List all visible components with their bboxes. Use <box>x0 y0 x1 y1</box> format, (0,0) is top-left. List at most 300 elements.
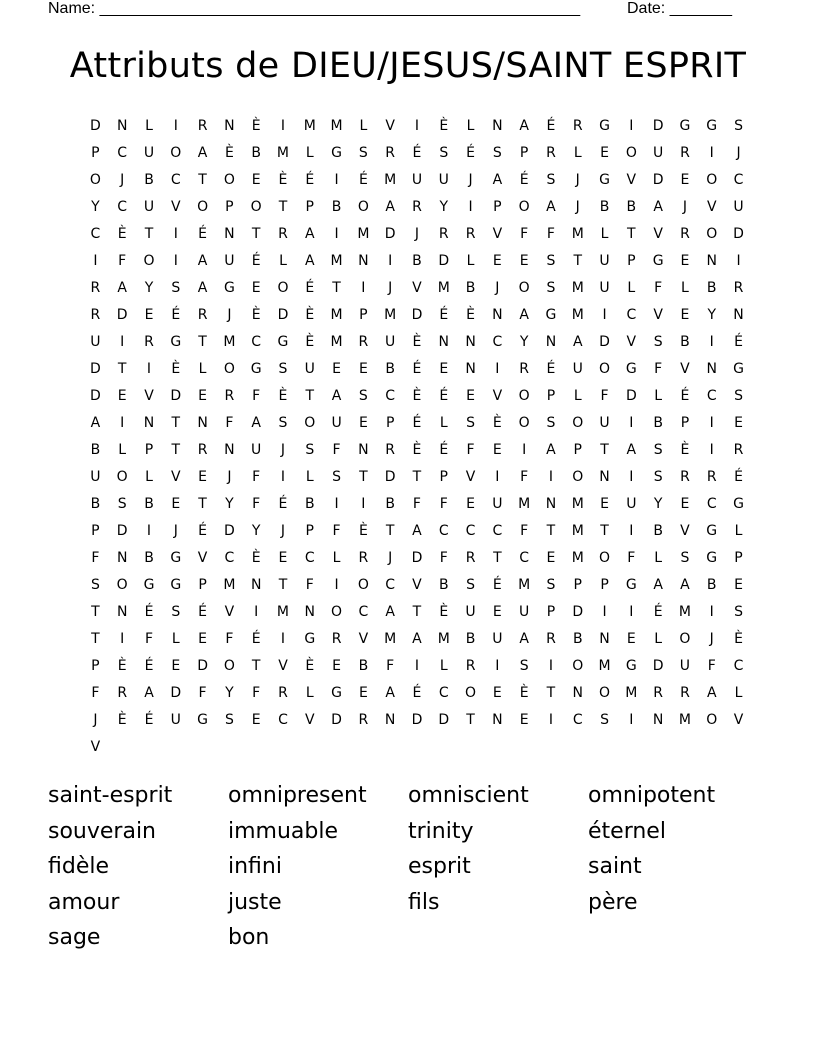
grid-letter: È <box>278 172 288 188</box>
grid-letter: S <box>439 145 449 161</box>
grid-letter: V <box>171 199 181 215</box>
grid-letter: E <box>332 658 341 674</box>
grid-letter: A <box>519 307 529 323</box>
grid-letter: I <box>709 442 714 458</box>
grid-letter: L <box>198 361 207 377</box>
grid-letter: O <box>518 388 530 404</box>
grid-letter: F <box>118 253 127 269</box>
worksheet-header <box>0 0 816 20</box>
word-bank-item: bon <box>228 925 270 950</box>
grid-letter: C <box>170 172 181 188</box>
grid-letter: G <box>143 577 155 593</box>
grid-letter: V <box>680 361 690 377</box>
grid-letter: O <box>357 199 369 215</box>
grid-letter: C <box>733 658 744 674</box>
grid-letter: I <box>629 415 634 431</box>
grid-letter: I <box>334 577 339 593</box>
grid-letter: T <box>198 496 207 512</box>
grid-letter: G <box>331 145 342 161</box>
grid-letter: D <box>625 388 637 404</box>
grid-letter: D <box>197 658 208 674</box>
grid-letter: A <box>385 199 395 215</box>
grid-letter: M <box>223 334 236 350</box>
grid-letter: T <box>546 523 556 539</box>
grid-letter: T <box>251 658 261 674</box>
grid-letter: T <box>385 523 395 539</box>
grid-letter: A <box>197 253 208 269</box>
word-bank-item: sage <box>48 925 101 950</box>
grid-letter: M <box>625 685 638 701</box>
grid-letter: T <box>493 550 502 566</box>
grid-letter: B <box>90 442 101 458</box>
grid-letter: G <box>304 631 316 647</box>
grid-letter: L <box>359 118 368 134</box>
grid-letter: È <box>117 226 127 242</box>
grid-letter: G <box>652 253 664 269</box>
grid-letter: F <box>225 415 234 431</box>
grid-letter: L <box>654 388 663 404</box>
grid-letter: L <box>681 280 689 296</box>
grid-letter: J <box>575 172 580 188</box>
grid-letter: F <box>600 388 609 404</box>
grid-letter: D <box>733 226 744 242</box>
grid-letter: U <box>90 469 101 485</box>
grid-letter: L <box>145 118 153 134</box>
grid-letter: I <box>93 253 98 269</box>
grid-letter: P <box>385 415 395 431</box>
grid-letter: C <box>117 145 128 161</box>
grid-letter: L <box>439 415 448 431</box>
grid-letter: V <box>733 712 744 728</box>
grid-letter: Y <box>91 199 100 215</box>
grid-letter: É <box>653 604 663 620</box>
grid-letter: F <box>305 577 314 593</box>
grid-letter: É <box>439 442 449 458</box>
grid-letter: U <box>331 415 342 431</box>
word-bank-item: père <box>588 889 638 915</box>
word-bank-item: fils <box>408 889 440 915</box>
grid-letter: F <box>332 442 341 458</box>
grid-letter: B <box>653 415 663 431</box>
grid-letter: R <box>197 307 208 323</box>
grid-letter: E <box>278 550 288 566</box>
grid-letter: P <box>573 577 582 593</box>
grid-letter: G <box>170 550 182 566</box>
grid-letter: G <box>733 361 744 377</box>
grid-letter: L <box>279 253 287 269</box>
grid-letter: A <box>304 226 315 242</box>
grid-letter: É <box>144 712 154 728</box>
grid-letter: I <box>120 334 125 350</box>
grid-letter: E <box>734 577 743 593</box>
grid-letter: E <box>358 361 368 377</box>
grid-letter: S <box>600 712 609 728</box>
grid-letter: N <box>250 577 262 593</box>
grid-letter: N <box>465 334 476 350</box>
grid-letter: R <box>197 118 208 134</box>
grid-letter: E <box>600 145 609 161</box>
grid-letter: L <box>734 685 743 701</box>
grid-letter: R <box>90 280 101 296</box>
grid-letter: R <box>385 145 396 161</box>
grid-letter: G <box>197 712 209 728</box>
grid-letter: T <box>359 469 368 485</box>
grid-letter: É <box>412 415 422 431</box>
grid-letter: E <box>492 253 502 269</box>
grid-letter: G <box>599 172 610 188</box>
grid-letter: G <box>250 361 262 377</box>
grid-letter: C <box>733 172 744 188</box>
grid-letter: C <box>224 550 235 566</box>
grid-letter: F <box>654 361 663 377</box>
grid-letter: E <box>144 307 154 323</box>
grid-letter: T <box>412 604 422 620</box>
grid-letter: P <box>519 145 529 161</box>
grid-letter: E <box>680 496 690 512</box>
grid-letter: P <box>198 577 207 593</box>
grid-letter: M <box>303 118 316 134</box>
grid-letter: V <box>465 469 476 485</box>
grid-letter: U <box>519 604 530 620</box>
grid-letter: L <box>145 469 153 485</box>
grid-letter: B <box>626 199 637 215</box>
word-bank-item: éternel <box>588 818 666 844</box>
grid-letter: B <box>599 199 610 215</box>
grid-letter: L <box>439 658 448 674</box>
grid-letter: É <box>519 172 529 188</box>
grid-letter: B <box>706 577 717 593</box>
letter-grid <box>82 113 752 761</box>
grid-letter: U <box>492 496 503 512</box>
grid-letter: R <box>144 334 154 350</box>
grid-letter: L <box>600 226 609 242</box>
grid-letter: O <box>357 577 369 593</box>
grid-letter: D <box>572 604 584 620</box>
grid-letter: M <box>223 577 236 593</box>
grid-letter: N <box>545 496 557 512</box>
grid-letter: È <box>117 658 127 674</box>
grid-letter: V <box>385 118 395 134</box>
grid-letter: N <box>116 604 128 620</box>
grid-letter: L <box>466 253 475 269</box>
grid-letter: M <box>571 307 584 323</box>
grid-letter: T <box>278 199 288 215</box>
grid-letter: F <box>439 496 448 512</box>
grid-letter: E <box>466 388 475 404</box>
grid-letter: F <box>439 550 448 566</box>
grid-letter: Y <box>225 685 234 701</box>
grid-letter: C <box>519 550 530 566</box>
word-bank-item: omnipresent <box>228 783 367 808</box>
grid-letter: R <box>465 226 476 242</box>
grid-letter: T <box>198 172 207 188</box>
grid-letter: R <box>358 550 369 566</box>
grid-letter: J <box>736 145 741 161</box>
grid-letter: N <box>572 685 583 701</box>
grid-letter: P <box>305 199 314 215</box>
grid-letter: S <box>171 604 181 620</box>
grid-letter: D <box>652 172 664 188</box>
grid-letter: C <box>304 550 315 566</box>
grid-letter: S <box>90 577 100 593</box>
grid-letter: N <box>599 631 610 647</box>
grid-letter: I <box>629 523 634 539</box>
grid-letter: N <box>116 118 128 134</box>
grid-letter: N <box>465 361 476 377</box>
grid-letter: B <box>144 550 154 566</box>
grid-letter: V <box>224 604 235 620</box>
grid-letter: È <box>278 388 288 404</box>
grid-letter: È <box>412 442 422 458</box>
grid-letter: D <box>223 523 235 539</box>
grid-letter: T <box>332 280 341 296</box>
grid-letter: M <box>384 631 397 647</box>
grid-letter: U <box>492 631 503 647</box>
word-bank <box>48 781 768 959</box>
grid-letter: È <box>412 388 422 404</box>
grid-letter: J <box>388 280 393 296</box>
grid-letter: A <box>197 145 208 161</box>
grid-letter: È <box>251 118 261 134</box>
grid-letter: A <box>519 118 529 134</box>
grid-letter: P <box>627 253 636 269</box>
grid-letter: O <box>143 253 155 269</box>
grid-letter: É <box>439 307 449 323</box>
grid-letter: Y <box>653 496 663 512</box>
grid-letter: E <box>680 253 690 269</box>
grid-letter: T <box>171 415 181 431</box>
grid-letter: N <box>358 442 369 458</box>
grid-letter: P <box>600 577 609 593</box>
grid-letter: M <box>276 604 290 620</box>
grid-letter: É <box>680 388 690 404</box>
grid-letter: C <box>572 712 583 728</box>
grid-letter: É <box>412 685 422 701</box>
grid-letter: N <box>652 712 664 728</box>
grid-letter: T <box>305 388 315 404</box>
grid-letter: A <box>572 334 583 350</box>
grid-letter: É <box>412 361 422 377</box>
grid-letter: N <box>438 334 449 350</box>
grid-letter: T <box>412 469 422 485</box>
grid-letter: A <box>519 631 529 647</box>
grid-letter: L <box>734 523 743 539</box>
grid-letter: V <box>706 199 717 215</box>
grid-letter: E <box>117 388 127 404</box>
grid-letter: M <box>678 712 691 728</box>
word-bank-item: trinity <box>408 818 474 844</box>
grid-letter: G <box>706 118 718 134</box>
grid-letter: D <box>411 712 423 728</box>
grid-letter: A <box>653 199 663 215</box>
grid-letter: É <box>198 604 208 620</box>
grid-letter: S <box>117 496 127 512</box>
grid-letter: F <box>91 550 100 566</box>
grid-letter: P <box>91 658 100 674</box>
grid-letter: O <box>679 631 691 647</box>
grid-letter: P <box>546 388 556 404</box>
grid-letter: E <box>171 658 181 674</box>
grid-letter: A <box>385 604 395 620</box>
grid-letter: I <box>414 658 420 674</box>
grid-letter: G <box>706 523 718 539</box>
grid-letter: R <box>465 550 476 566</box>
grid-letter: J <box>93 712 98 728</box>
grid-letter: V <box>278 658 288 674</box>
grid-letter: M <box>384 172 397 188</box>
grid-letter: A <box>546 199 556 215</box>
grid-letter: Y <box>707 307 716 323</box>
grid-letter: M <box>437 631 450 647</box>
grid-letter: O <box>599 361 611 377</box>
grid-letter: F <box>252 469 261 485</box>
grid-letter: B <box>572 631 583 647</box>
grid-letter: T <box>600 523 609 539</box>
grid-letter: É <box>198 226 208 242</box>
grid-letter: B <box>680 334 690 350</box>
grid-letter: A <box>412 523 422 539</box>
grid-letter: D <box>90 388 101 404</box>
grid-letter: I <box>361 496 366 512</box>
grid-letter: S <box>278 361 288 377</box>
grid-letter: B <box>706 280 717 296</box>
grid-letter: V <box>626 334 637 350</box>
grid-letter: S <box>466 415 475 431</box>
grid-letter: R <box>117 685 128 701</box>
grid-letter: È <box>305 658 315 674</box>
grid-letter: É <box>278 496 288 512</box>
grid-letter: S <box>546 415 556 431</box>
grid-letter: B <box>653 523 663 539</box>
grid-letter: O <box>572 469 584 485</box>
grid-letter: I <box>334 226 339 242</box>
grid-letter: É <box>171 307 181 323</box>
grid-letter: N <box>143 415 155 431</box>
grid-letter: M <box>330 118 343 134</box>
grid-letter: E <box>680 307 690 323</box>
grid-letter: B <box>358 658 369 674</box>
grid-letter: D <box>411 550 423 566</box>
grid-letter: É <box>546 118 556 134</box>
grid-letter: F <box>144 631 154 647</box>
grid-letter: A <box>626 442 637 458</box>
grid-letter: U <box>224 253 235 269</box>
grid-letter: O <box>465 685 477 701</box>
date-field-label: Date: _______ <box>627 0 732 17</box>
grid-letter: F <box>91 685 100 701</box>
grid-letter: R <box>546 145 556 161</box>
grid-letter: F <box>386 658 395 674</box>
word-bank-item: esprit <box>408 854 471 879</box>
grid-letter: E <box>358 415 368 431</box>
grid-letter: G <box>599 118 610 134</box>
grid-letter: U <box>599 253 610 269</box>
grid-letter: F <box>627 550 636 566</box>
grid-letter: È <box>305 334 315 350</box>
grid-letter: È <box>251 307 261 323</box>
grid-letter: V <box>304 712 315 728</box>
grid-letter: M <box>330 253 343 269</box>
grid-letter: È <box>492 415 502 431</box>
grid-letter: F <box>252 685 261 701</box>
grid-letter: I <box>173 253 178 269</box>
grid-letter: V <box>412 280 422 296</box>
grid-letter: I <box>254 604 259 620</box>
grid-letter: E <box>171 496 181 512</box>
grid-letter: L <box>305 685 314 701</box>
grid-letter: D <box>170 388 182 404</box>
grid-letter: É <box>251 253 261 269</box>
grid-letter: D <box>116 523 128 539</box>
grid-letter: N <box>224 118 235 134</box>
grid-letter: G <box>545 307 557 323</box>
grid-letter: I <box>736 253 741 269</box>
grid-letter: B <box>304 496 315 512</box>
grid-letter: M <box>571 226 584 242</box>
grid-letter: O <box>116 469 128 485</box>
grid-letter: R <box>385 442 396 458</box>
grid-letter: S <box>653 442 663 458</box>
grid-letter: È <box>358 523 368 539</box>
grid-letter: D <box>438 712 450 728</box>
grid-letter: O <box>331 604 343 620</box>
grid-letter: S <box>519 658 529 674</box>
grid-letter: N <box>706 253 717 269</box>
grid-letter: M <box>330 334 343 350</box>
grid-letter: R <box>680 469 690 485</box>
grid-letter: G <box>331 685 342 701</box>
grid-letter: É <box>546 361 556 377</box>
grid-letter: U <box>304 361 315 377</box>
grid-letter: O <box>706 712 718 728</box>
grid-letter: R <box>680 226 690 242</box>
grid-letter: R <box>438 226 449 242</box>
grid-letter: P <box>680 415 690 431</box>
grid-letter: U <box>385 334 396 350</box>
grid-letter: I <box>709 145 714 161</box>
grid-letter: M <box>571 550 584 566</box>
grid-letter: S <box>546 253 556 269</box>
grid-letter: O <box>518 280 530 296</box>
grid-letter: B <box>412 253 422 269</box>
grid-letter: M <box>518 577 531 593</box>
grid-letter: I <box>120 415 125 431</box>
grid-letter: A <box>304 253 315 269</box>
grid-letter: I <box>280 631 286 647</box>
grid-letter: I <box>495 469 500 485</box>
grid-letter: J <box>575 199 580 215</box>
grid-letter: J <box>280 442 286 458</box>
grid-letter: M <box>437 280 450 296</box>
grid-letter: F <box>252 496 261 512</box>
grid-letter: U <box>90 334 101 350</box>
grid-letter: N <box>197 415 208 431</box>
grid-letter: S <box>358 145 368 161</box>
grid-letter: F <box>707 658 716 674</box>
grid-letter: U <box>251 442 262 458</box>
word-bank-item: infini <box>228 854 282 879</box>
grid-letter: E <box>519 253 529 269</box>
grid-letter: V <box>653 307 663 323</box>
grid-letter: É <box>492 577 502 593</box>
grid-letter: N <box>706 361 717 377</box>
grid-letter: T <box>278 577 288 593</box>
grid-letter: I <box>709 415 714 431</box>
grid-letter: R <box>197 442 208 458</box>
grid-letter: A <box>197 280 208 296</box>
grid-letter: J <box>120 172 125 188</box>
grid-letter: M <box>518 496 531 512</box>
